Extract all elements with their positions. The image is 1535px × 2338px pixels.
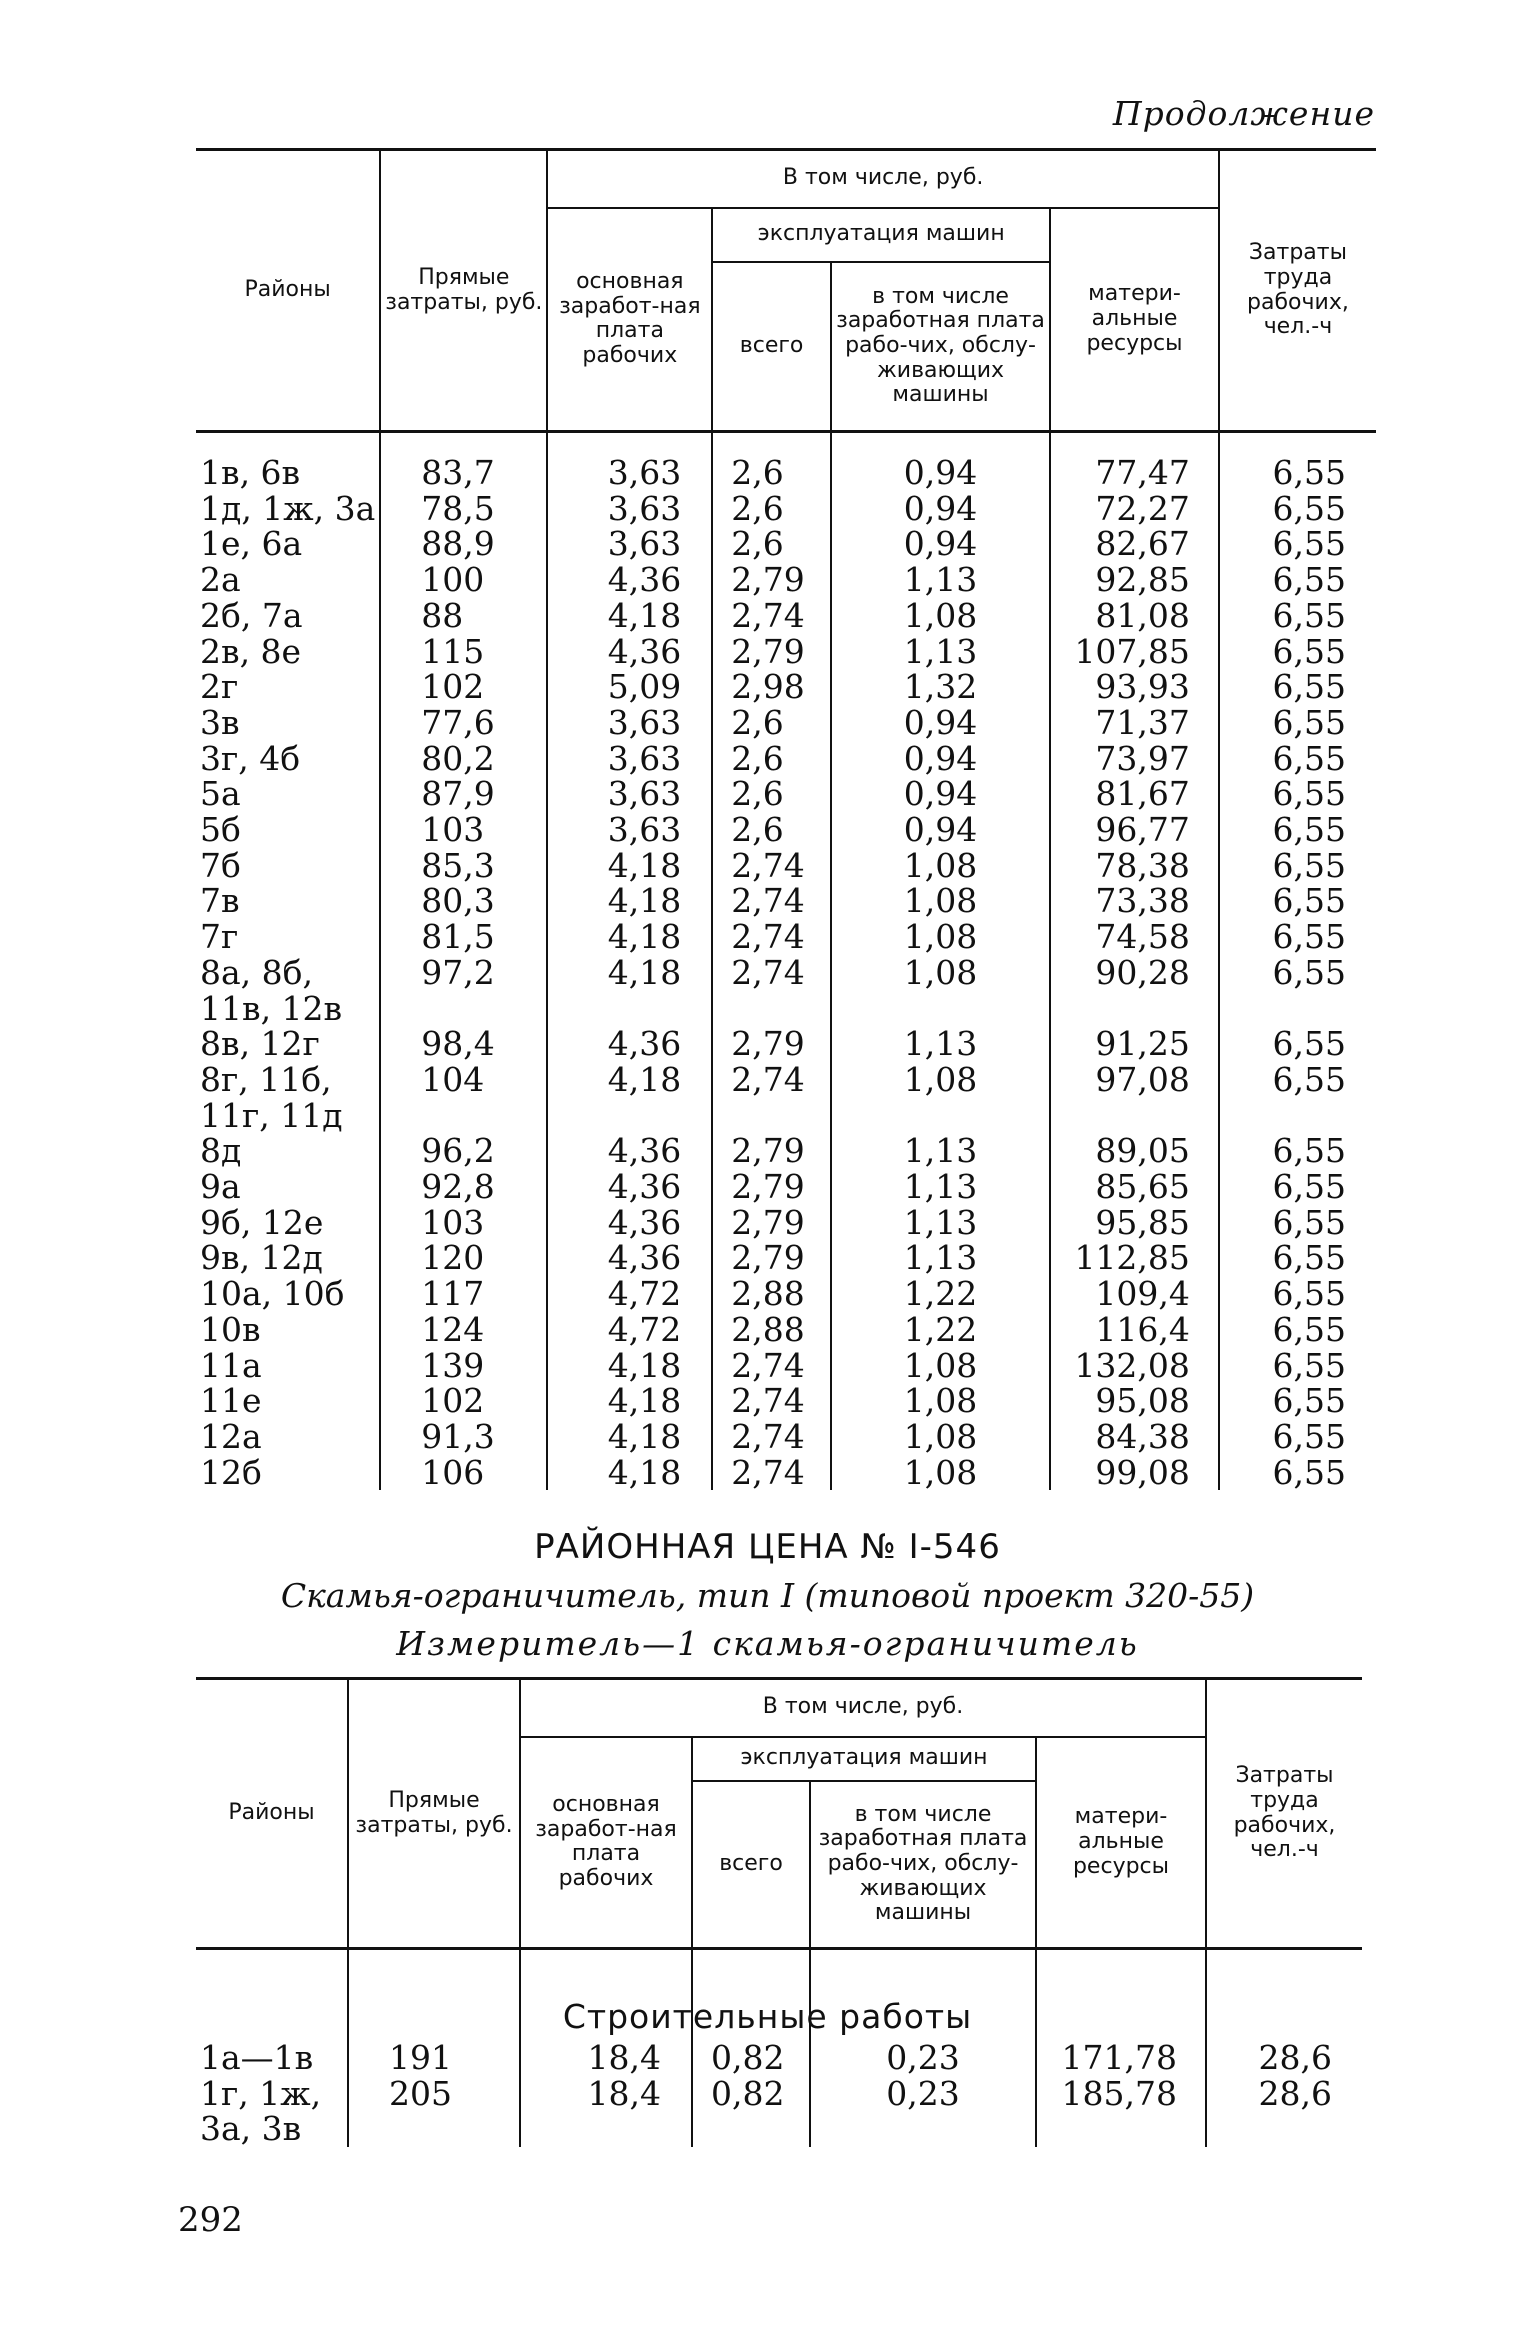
cell-labor: 6,55 (1219, 848, 1376, 884)
cell-materials: 95,85 (1050, 1205, 1219, 1241)
cell-materials: 93,93 (1050, 669, 1219, 705)
cell-materials (1050, 991, 1219, 1027)
cell-machines-total: 2,74 (712, 955, 831, 991)
cell-materials: 73,97 (1050, 741, 1219, 777)
table-row (196, 705, 1376, 741)
price-table-2 (196, 1677, 1362, 2147)
cell-basic-wage: 4,36 (547, 1240, 712, 1276)
header-incl-wage: в том числе заработная плата рабо-чих, обслу-живающих машины (810, 1781, 1036, 1949)
table-row (196, 741, 1376, 777)
cell-region: 1в, 6в (200, 453, 301, 492)
cell-region: 8г, 11б, (200, 1059, 332, 1099)
cell-region: 9а (200, 1167, 241, 1207)
cell-labor: 6,55 (1219, 741, 1376, 777)
cell-basic-wage: 3,63 (547, 741, 712, 777)
cell-machines-total: 2,74 (712, 1455, 831, 1491)
cell-basic-wage: 18,4 (520, 1949, 692, 2076)
cell-machines-wage: 0,94 (831, 741, 1050, 777)
cell-machines-wage: 1,13 (831, 1133, 1050, 1169)
price-title: РАЙОННАЯ ЦЕНА № I-546 (534, 1527, 1001, 1567)
cell-region: 8а, 8б, (200, 952, 314, 992)
cell-labor (1206, 2111, 1362, 2147)
cell-direct: 80,3 (380, 883, 547, 919)
cell-labor: 6,55 (1219, 1133, 1376, 1169)
cell-machines-wage (831, 991, 1050, 1027)
header-direct-costs: Прямые затраты, руб. (348, 1679, 520, 1949)
cell-materials: 185,78 (1036, 2076, 1206, 2112)
cell-direct (348, 2111, 520, 2147)
table-row (196, 1419, 1376, 1455)
cell-materials: 112,85 (1050, 1240, 1219, 1276)
cell-materials: 85,65 (1050, 1169, 1219, 1205)
cell-region: 7б (200, 845, 241, 885)
cell-direct: 92,8 (380, 1169, 547, 1205)
cell-materials: 81,67 (1050, 776, 1219, 812)
cell-region: 8д (200, 1131, 242, 1171)
cell-machines-wage (810, 2111, 1036, 2147)
cell-machines-wage: 0,94 (831, 812, 1050, 848)
cell-machines-total: 2,6 (712, 491, 831, 527)
cell-basic-wage: 4,18 (547, 1383, 712, 1419)
cell-materials: 74,58 (1050, 919, 1219, 955)
table-row (196, 1455, 1376, 1491)
cell-labor: 6,55 (1219, 1276, 1376, 1312)
header-including: В том числе, руб. (547, 150, 1219, 208)
cell-machines-wage: 1,13 (831, 562, 1050, 598)
cell-basic-wage: 3,63 (547, 432, 712, 491)
cell-region: 7г (200, 917, 239, 957)
cell-machines-wage: 1,08 (831, 848, 1050, 884)
cell-region: 2в, 8е (200, 631, 302, 671)
cell-region: 10а, 10б (200, 1274, 345, 1314)
table-row (196, 562, 1376, 598)
cell-machines-total: 2,98 (712, 669, 831, 705)
cell-materials: 107,85 (1050, 634, 1219, 670)
header-machines: эксплуатация машин (712, 208, 1050, 262)
cell-region: 10в (200, 1309, 261, 1349)
cell-direct: 120 (380, 1240, 547, 1276)
cell-machines-wage: 1,13 (831, 1026, 1050, 1062)
cell-basic-wage: 4,36 (547, 562, 712, 598)
cell-machines-wage: 1,08 (831, 919, 1050, 955)
cell-materials: 92,85 (1050, 562, 1219, 598)
cell-labor: 6,55 (1219, 491, 1376, 527)
cell-basic-wage: 4,18 (547, 1348, 712, 1384)
cell-direct: 100 (380, 562, 547, 598)
cell-basic-wage: 4,36 (547, 1169, 712, 1205)
cell-machines-wage: 1,13 (831, 1169, 1050, 1205)
cell-machines-wage: 1,13 (831, 1240, 1050, 1276)
table-row (196, 1383, 1376, 1419)
cell-materials: 81,08 (1050, 598, 1219, 634)
cell-basic-wage: 3,63 (547, 491, 712, 527)
cell-machines-total: 2,6 (712, 812, 831, 848)
cell-basic-wage: 3,63 (547, 776, 712, 812)
cell-materials: 73,38 (1050, 883, 1219, 919)
cell-direct: 102 (380, 1383, 547, 1419)
cell-region: 3а, 3в (200, 2109, 302, 2149)
cell-machines-total: 2,74 (712, 1383, 831, 1419)
header-labor: Затраты труда рабочих, чел.-ч (1206, 1679, 1362, 1949)
cell-machines-wage: 1,13 (831, 634, 1050, 670)
table-row (196, 526, 1376, 562)
cell-materials (1050, 1098, 1219, 1134)
table-row (196, 883, 1376, 919)
cell-machines-total: 2,74 (712, 848, 831, 884)
cell-direct: 103 (380, 1205, 547, 1241)
cell-basic-wage: 4,72 (547, 1312, 712, 1348)
cell-materials: 84,38 (1050, 1419, 1219, 1455)
cell-basic-wage: 3,63 (547, 526, 712, 562)
cell-machines-total (692, 2111, 810, 2147)
cell-direct: 77,6 (380, 705, 547, 741)
table-row (196, 1312, 1376, 1348)
table-row (196, 1348, 1376, 1384)
cell-machines-wage: 1,08 (831, 1419, 1050, 1455)
cell-machines-wage: 1,32 (831, 669, 1050, 705)
cell-materials: 89,05 (1050, 1133, 1219, 1169)
cell-region: 2а (200, 560, 241, 600)
table-row (196, 919, 1376, 955)
table-row (196, 991, 1376, 1027)
cell-machines-wage: 0,94 (831, 776, 1050, 812)
cell-labor: 6,55 (1219, 919, 1376, 955)
cell-direct: 103 (380, 812, 547, 848)
cell-materials: 72,27 (1050, 491, 1219, 527)
cell-labor: 28,6 (1206, 1949, 1362, 2076)
cell-machines-wage: 0,23 (810, 1949, 1036, 2076)
cell-direct: 88,9 (380, 526, 547, 562)
header-direct-costs: Прямые затраты, руб. (380, 150, 547, 432)
header-including: В том числе, руб. (520, 1679, 1206, 1737)
cell-labor: 6,55 (1219, 1312, 1376, 1348)
cell-materials: 171,78 (1036, 1949, 1206, 2076)
cell-materials: 96,77 (1050, 812, 1219, 848)
table-row (196, 2111, 1362, 2147)
cell-region: 5б (200, 810, 241, 850)
cell-labor: 6,55 (1219, 526, 1376, 562)
cell-basic-wage: 4,72 (547, 1276, 712, 1312)
cell-labor: 6,55 (1219, 1383, 1376, 1419)
cell-direct: 85,3 (380, 848, 547, 884)
price-table-1 (196, 148, 1376, 1490)
cell-region: 11г, 11д (200, 1095, 343, 1135)
table-row (196, 1240, 1376, 1276)
cell-machines-wage: 1,08 (831, 1062, 1050, 1098)
cell-basic-wage: 5,09 (547, 669, 712, 705)
cell-basic-wage: 4,18 (547, 1419, 712, 1455)
table-row (196, 598, 1376, 634)
cell-region: 11е (200, 1381, 262, 1421)
cell-machines-total: 0,82 (692, 2076, 810, 2112)
cell-labor: 6,55 (1219, 669, 1376, 705)
cell-region: 2б, 7а (200, 595, 303, 635)
cell-machines-wage: 0,94 (831, 705, 1050, 741)
cell-machines-total: 2,74 (712, 1348, 831, 1384)
header-regions: Районы (196, 150, 380, 432)
header-total: всего (712, 262, 831, 432)
cell-basic-wage: 3,63 (547, 812, 712, 848)
table-row (196, 1133, 1376, 1169)
cell-machines-total: 2,74 (712, 598, 831, 634)
cell-direct: 205 (348, 2076, 520, 2112)
cell-basic-wage: 4,18 (547, 883, 712, 919)
table-row (196, 812, 1376, 848)
cell-region: 11в, 12в (200, 988, 343, 1028)
cell-basic-wage: 4,18 (547, 598, 712, 634)
cell-labor: 6,55 (1219, 1419, 1376, 1455)
cell-machines-total: 2,6 (712, 705, 831, 741)
table-row (196, 1062, 1376, 1098)
cell-basic-wage: 4,36 (547, 634, 712, 670)
cell-machines-wage: 1,08 (831, 1383, 1050, 1419)
page-number: 292 (178, 2200, 243, 2240)
table-row (196, 848, 1376, 884)
cell-machines-total: 2,6 (712, 526, 831, 562)
table-row (196, 955, 1376, 991)
cell-basic-wage: 4,36 (547, 1026, 712, 1062)
cell-machines-total: 2,6 (712, 741, 831, 777)
cell-machines-wage (831, 1098, 1050, 1134)
cell-direct: 96,2 (380, 1133, 547, 1169)
cell-machines-wage: 0,94 (831, 432, 1050, 491)
cell-labor: 6,55 (1219, 634, 1376, 670)
cell-basic-wage: 4,36 (547, 1133, 712, 1169)
section-heading: Строительные работы (562, 1997, 973, 2036)
cell-direct: 102 (380, 669, 547, 705)
cell-direct: 104 (380, 1062, 547, 1098)
cell-machines-wage: 0,94 (831, 526, 1050, 562)
cell-labor: 6,55 (1219, 776, 1376, 812)
cell-materials (1036, 2111, 1206, 2147)
cell-labor: 6,55 (1219, 1062, 1376, 1098)
cell-region: 12а (200, 1416, 262, 1456)
header-machines: эксплуатация машин (692, 1737, 1036, 1781)
header-materials: матери-альные ресурсы (1036, 1737, 1206, 1949)
cell-labor: 6,55 (1219, 1169, 1376, 1205)
cell-region: 1е, 6а (200, 524, 303, 564)
cell-direct: 106 (380, 1455, 547, 1491)
cell-materials: 78,38 (1050, 848, 1219, 884)
cell-basic-wage: 4,18 (547, 1455, 712, 1491)
price-subtitle: Скамья-ограничитель, тип I (типовой проект 320-55) (280, 1576, 1255, 1615)
cell-machines-total: 2,88 (712, 1312, 831, 1348)
table-2-body (196, 1949, 1362, 2148)
cell-direct (380, 1098, 547, 1134)
cell-basic-wage: 18,4 (520, 2076, 692, 2112)
cell-labor: 6,55 (1219, 812, 1376, 848)
cell-basic-wage: 4,18 (547, 848, 712, 884)
cell-region: 9в, 12д (200, 1238, 323, 1278)
cell-materials: 99,08 (1050, 1455, 1219, 1491)
cell-materials: 95,08 (1050, 1383, 1219, 1419)
cell-machines-wage: 1,08 (831, 955, 1050, 991)
cell-machines-wage: 1,08 (831, 598, 1050, 634)
cell-machines-total (712, 991, 831, 1027)
cell-basic-wage: 4,36 (547, 1205, 712, 1241)
cell-direct: 80,2 (380, 741, 547, 777)
cell-region: 11а (200, 1345, 262, 1385)
cell-labor: 6,55 (1219, 1026, 1376, 1062)
cell-direct (380, 991, 547, 1027)
continuation-label: Продолжение (1112, 94, 1375, 133)
header-total: всего (692, 1781, 810, 1949)
cell-machines-wage: 0,23 (810, 2076, 1036, 2112)
cell-region: 3г, 4б (200, 738, 301, 778)
cell-direct: 91,3 (380, 1419, 547, 1455)
table-row (196, 432, 1376, 491)
cell-machines-wage: 1,08 (831, 1455, 1050, 1491)
table-row (196, 1098, 1376, 1134)
cell-basic-wage: 4,18 (547, 1062, 712, 1098)
cell-machines-total: 2,79 (712, 1133, 831, 1169)
cell-direct: 78,5 (380, 491, 547, 527)
header-incl-wage: в том числе заработная плата рабо-чих, обслу-живающих машины (831, 262, 1050, 432)
table-row (196, 1169, 1376, 1205)
cell-labor: 6,55 (1219, 432, 1376, 491)
price-measure: Измеритель—1 скамья-ограничитель (396, 1624, 1139, 1663)
cell-region: 9б, 12е (200, 1202, 324, 1242)
cell-machines-total (712, 1098, 831, 1134)
cell-direct: 124 (380, 1312, 547, 1348)
cell-direct: 83,7 (380, 432, 547, 491)
cell-materials: 132,08 (1050, 1348, 1219, 1384)
cell-materials: 97,08 (1050, 1062, 1219, 1098)
cell-machines-total: 2,79 (712, 1240, 831, 1276)
cell-basic-wage: 4,18 (547, 919, 712, 955)
cell-direct: 88 (380, 598, 547, 634)
cell-region: 8в, 12г (200, 1024, 320, 1064)
cell-basic-wage (520, 2111, 692, 2147)
cell-labor: 6,55 (1219, 1240, 1376, 1276)
cell-labor: 6,55 (1219, 598, 1376, 634)
cell-labor: 6,55 (1219, 883, 1376, 919)
cell-machines-wage: 1,08 (831, 1348, 1050, 1384)
cell-machines-wage: 1,13 (831, 1205, 1050, 1241)
header-materials: матери-альные ресурсы (1050, 208, 1219, 432)
cell-machines-total: 2,79 (712, 1205, 831, 1241)
cell-region: 1д, 1ж, 3а (200, 488, 376, 528)
cell-materials: 82,67 (1050, 526, 1219, 562)
cell-basic-wage (547, 1098, 712, 1134)
cell-basic-wage: 4,18 (547, 955, 712, 991)
table-row (196, 491, 1376, 527)
cell-direct: 115 (380, 634, 547, 670)
cell-labor: 6,55 (1219, 705, 1376, 741)
cell-machines-total: 2,6 (712, 432, 831, 491)
header-regions: Районы (196, 1679, 348, 1949)
table-row (196, 1205, 1376, 1241)
cell-materials: 116,4 (1050, 1312, 1219, 1348)
cell-region: 7в (200, 881, 240, 921)
cell-labor (1219, 991, 1376, 1027)
cell-labor: 6,55 (1219, 562, 1376, 598)
cell-machines-total: 2,79 (712, 1026, 831, 1062)
cell-machines-total: 2,74 (712, 1062, 831, 1098)
cell-machines-total: 2,74 (712, 919, 831, 955)
cell-labor: 6,55 (1219, 955, 1376, 991)
cell-materials: 77,47 (1050, 432, 1219, 491)
cell-machines-total: 2,74 (712, 883, 831, 919)
cell-labor: 28,6 (1206, 2076, 1362, 2112)
header-basic-wage: основная заработ-ная плата рабочих (520, 1737, 692, 1949)
cell-region: 1а—1в (200, 2038, 314, 2077)
cell-machines-wage: 1,22 (831, 1276, 1050, 1312)
table-1-body (196, 432, 1376, 1491)
cell-materials: 71,37 (1050, 705, 1219, 741)
cell-basic-wage (547, 991, 712, 1027)
cell-materials: 91,25 (1050, 1026, 1219, 1062)
table-row (196, 2076, 1362, 2112)
header-basic-wage: основная заработ-ная плата рабочих (547, 208, 712, 432)
cell-machines-total: 2,79 (712, 562, 831, 598)
table-row (196, 776, 1376, 812)
cell-machines-total: 2,79 (712, 1169, 831, 1205)
cell-labor: 6,55 (1219, 1205, 1376, 1241)
table-row (196, 1026, 1376, 1062)
cell-machines-total: 2,6 (712, 776, 831, 812)
cell-region: 2г (200, 667, 239, 707)
cell-machines-total: 2,79 (712, 634, 831, 670)
cell-direct: 191 (348, 1949, 520, 2076)
cell-materials: 109,4 (1050, 1276, 1219, 1312)
cell-direct: 98,4 (380, 1026, 547, 1062)
cell-labor: 6,55 (1219, 1455, 1376, 1491)
cell-machines-wage: 1,22 (831, 1312, 1050, 1348)
cell-direct: 139 (380, 1348, 547, 1384)
cell-direct: 97,2 (380, 955, 547, 991)
cell-labor: 6,55 (1219, 1348, 1376, 1384)
header-labor: Затраты труда рабочих, чел.-ч (1219, 150, 1376, 432)
cell-machines-total: 2,88 (712, 1276, 831, 1312)
cell-machines-wage: 0,94 (831, 491, 1050, 527)
cell-labor (1219, 1098, 1376, 1134)
cell-basic-wage: 3,63 (547, 705, 712, 741)
cell-materials: 90,28 (1050, 955, 1219, 991)
cell-machines-total: 0,82 (692, 1949, 810, 2076)
cell-region: 1г, 1ж, (200, 2073, 322, 2113)
cell-region: 5а (200, 774, 241, 814)
cell-machines-wage: 1,08 (831, 883, 1050, 919)
cell-direct: 117 (380, 1276, 547, 1312)
table-row (196, 1276, 1376, 1312)
cell-direct: 87,9 (380, 776, 547, 812)
cell-region: 3в (200, 702, 240, 742)
table-row (196, 634, 1376, 670)
table-row (196, 669, 1376, 705)
cell-direct: 81,5 (380, 919, 547, 955)
cell-region: 12б (200, 1452, 262, 1492)
cell-machines-total: 2,74 (712, 1419, 831, 1455)
